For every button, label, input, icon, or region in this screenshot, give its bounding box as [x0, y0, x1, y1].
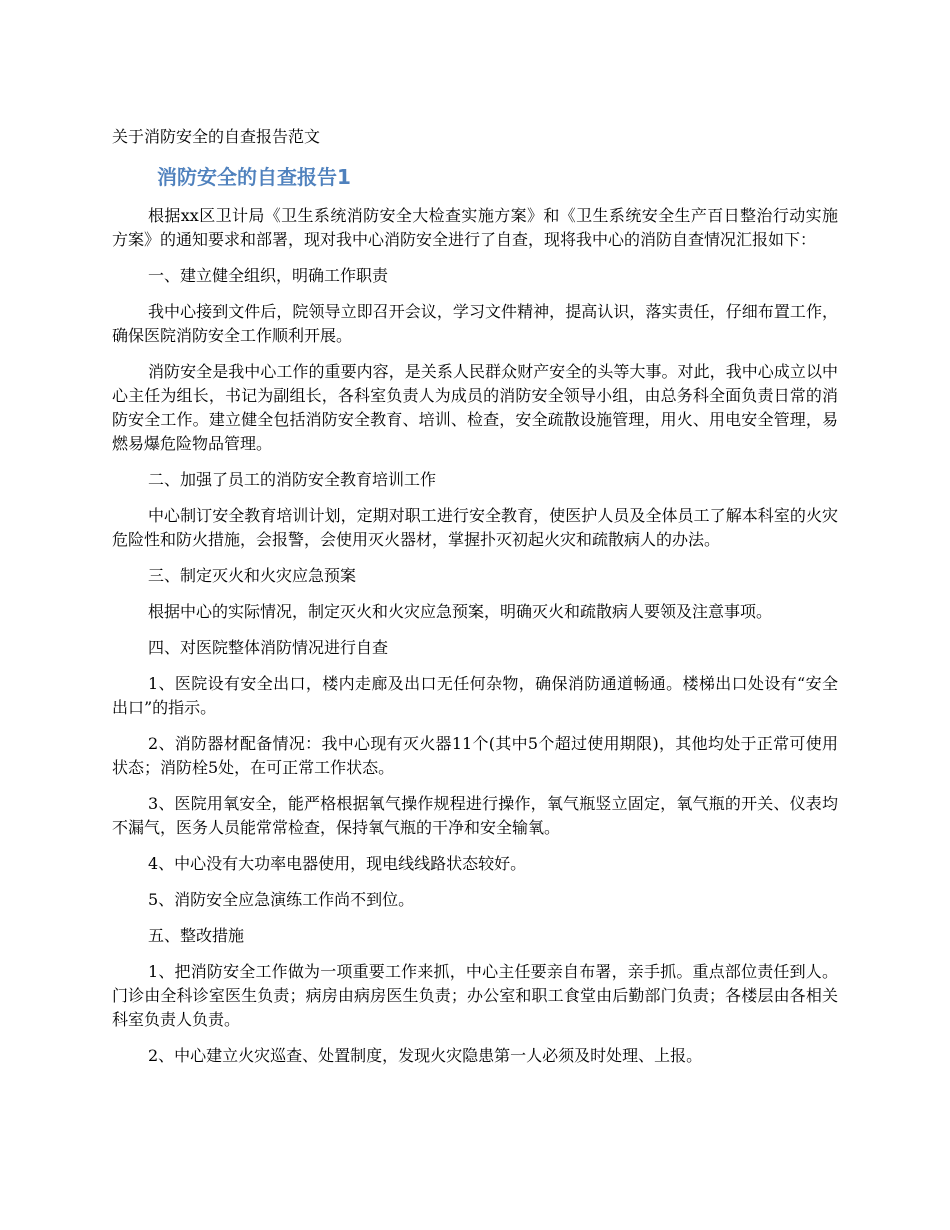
paragraph: 我中心接到文件后，院领导立即召开会议，学习文件精神，提高认识，落实责任，仔细布置工作，确保医院消防安全工作顺利开展。 — [112, 302, 838, 345]
list-item: 2、中心建立火灾巡查、处置制度，发现火灾隐患第一人必须及时处理、上报。 — [148, 1046, 703, 1065]
paragraph-heading-4: 四、对医院整体消防情况进行自查 — [148, 638, 389, 657]
paragraph-heading-3: 三、制定灭火和火灾应急预案 — [148, 566, 357, 585]
paragraph-heading-2: 二、加强了员工的消防安全教育培训工作 — [148, 470, 437, 489]
list-item: 1、把消防安全工作做为一项重要工作来抓，中心主任要亲自布署，亲手抓。重点部位责任到人。门诊由全科诊室医生负责；病房由病房医生负责；办公室和职工食堂由后勤部门负责；各楼层由各相关科室负责人负责。 — [112, 962, 838, 1029]
paragraph: 消防安全是我中心工作的重要内容，是关系人民群众财产安全的头等大事。对此，我中心成立以中心主任为组长，书记为副组长，各科室负责人为成员的消防安全领导小组，由总务科全面负责日常的消防安全工作。建立健全包括消防安全教育、培训、检查，安全疏散设施管理，用火、用电安全管理，易燃易爆危险物品管理。 — [112, 362, 838, 453]
paragraph-heading-1: 一、建立健全组织，明确工作职责 — [148, 266, 389, 285]
list-item: 5、消防安全应急演练工作尚不到位。 — [148, 890, 415, 909]
list-item: 1、医院设有安全出口，楼内走廊及出口无任何杂物，确保消防通道畅通。楼梯出口处设有“安全出口”的指示。 — [112, 674, 838, 717]
list-item: 2、消防器材配备情况：我中心现有灭火器11个(其中5个超过使用期限)，其他均处于正常可使用状态；消防栓5处，在可正常工作状态。 — [112, 734, 838, 777]
paragraph-intro: 根据xx区卫计局《卫生系统消防安全大检查实施方案》和《卫生系统安全生产百日整治行动实施方案》的通知要求和部署，现对我中心消防安全进行了自查，现将我中心的消防自查情况汇报如下： — [112, 206, 838, 249]
list-item: 3、医院用氧安全，能严格根据氧气操作规程进行操作，氧气瓶竖立固定，氧气瓶的开关、仪表均不漏气，医务人员能常常检查，保持氧气瓶的干净和安全输氧。 — [112, 794, 838, 837]
document-title: 关于消防安全的自查报告范文 — [112, 127, 321, 146]
paragraph: 中心制订安全教育培训计划，定期对职工进行安全教育，使医护人员及全体员工了解本科室的火灾危险性和防火措施，会报警，会使用灭火器材，掌握扑灭初起火灾和疏散病人的办法。 — [112, 506, 838, 549]
paragraph: 根据中心的实际情况，制定灭火和火灾应急预案，明确灭火和疏散病人要领及注意事项。 — [148, 602, 773, 621]
section-heading: 消防安全的自查报告1 — [157, 165, 351, 189]
list-item: 4、中心没有大功率电器使用，现电线线路状态较好。 — [148, 854, 527, 873]
paragraph-heading-5: 五、整改措施 — [148, 926, 245, 945]
document-body — [112, 204, 838, 1080]
